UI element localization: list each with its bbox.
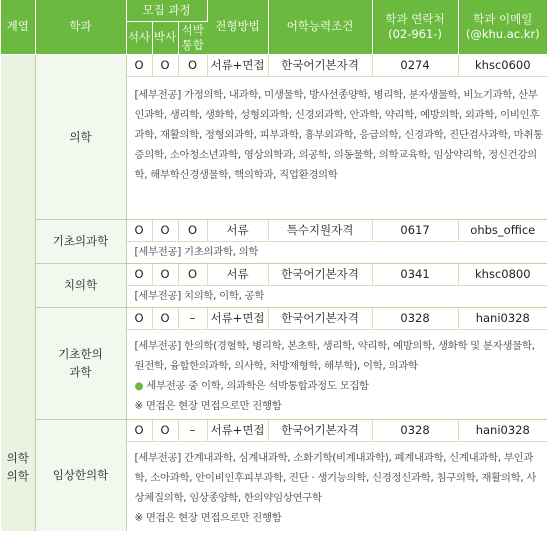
email-cell: ohbs_office [458, 219, 547, 241]
integrated-cell: O [178, 263, 207, 285]
header-master: 석사 [126, 21, 152, 54]
department-name: 임상한의학 [35, 419, 126, 531]
language-cell: 한국어기본자격 [268, 54, 372, 76]
detail-cell: [세부전공] 간계내과학, 심계내과학, 소화기학(비계내과학), 폐계내과학, 신계내과학, 부인과학, 소아과학, 안이비인후피부과학, 진단 · 생기능의학, 신경정신과학, 침구의학, 재활의학, 사상체질의학, 임상종양학, 한의약임상연구학 ※ 면접은 현장 면접으로만 진행함 [126, 441, 547, 531]
integrated-cell: O [178, 219, 207, 241]
table-row [1, 307, 547, 329]
doctor-cell: O [152, 307, 178, 329]
table-row [1, 419, 547, 441]
master-cell: O [126, 54, 152, 76]
language-cell: 한국어기본자격 [268, 307, 372, 329]
header-phone: 학과 연락처 (02-961-) [372, 0, 458, 54]
detail-cell: [세부전공] 한의학(경혈학, 병리학, 본초학, 생리학, 약리학, 예방의학, 생화학 및 분자생물학, 원전학, 융합한의과학, 의사학, 처방제형학, 해부학), 이학, 의과학 ● 세부전공 중 이학, 의과학은 석박통합과정도 모집함 ※ 면접은 현장 면접으로만 진행함 [126, 329, 547, 419]
master-cell: O [126, 307, 152, 329]
header-category: 계열 [1, 0, 35, 54]
detail-cell: [세부전공] 치의학, 이학, 공학 [126, 285, 547, 307]
department-name: 기초한의 과학 [35, 307, 126, 419]
phone-cell: 0341 [372, 263, 458, 285]
email-cell: khsc0600 [458, 54, 547, 76]
interview-note: ※ 면접은 현장 면접으로만 진행함 [134, 511, 282, 524]
integrated-cell: – [178, 419, 207, 441]
phone-cell: 0274 [372, 54, 458, 76]
language-cell: 특수지원자격 [268, 219, 372, 241]
header-recruit-group: 모집 과정 [126, 0, 207, 21]
header-department: 학과 [35, 0, 126, 54]
header-email: 학과 이메일 (@khu.ac.kr) [458, 0, 547, 54]
master-cell: O [126, 219, 152, 241]
phone-cell: 0328 [372, 419, 458, 441]
table-row [1, 219, 547, 241]
email-cell: hani0328 [458, 419, 547, 441]
master-cell: O [126, 263, 152, 285]
table-row [1, 54, 547, 76]
table-row [1, 263, 547, 285]
graduate-admission-table [1, 0, 547, 531]
method-cell: 서류+면접 [207, 307, 268, 329]
doctor-cell: O [152, 54, 178, 76]
header-method: 전형방법 [207, 0, 268, 54]
integrated-cell: – [178, 307, 207, 329]
language-cell: 한국어기본자격 [268, 419, 372, 441]
header-language: 어학능력조건 [268, 0, 372, 54]
method-cell: 서류 [207, 263, 268, 285]
email-cell: hani0328 [458, 307, 547, 329]
phone-cell: 0328 [372, 307, 458, 329]
doctor-cell: O [152, 419, 178, 441]
department-name: 치의학 [35, 263, 126, 307]
phone-cell: 0617 [372, 219, 458, 241]
method-cell: 서류+면접 [207, 419, 268, 441]
bullet-icon: ● [134, 379, 144, 392]
category-cell: 의학 의학 [1, 54, 35, 531]
doctor-cell: O [152, 219, 178, 241]
detail-cell: [세부전공] 가정의학, 내과학, 미생물학, 방사선종양학, 병리학, 분자생물학, 비뇨기과학, 산부인과학, 생리학, 생화학, 성형외과학, 신경외과학, 안과학, 약리학, 예방의학, 외과학, 이비인후과학, 재활의학, 정형외과학, 피부과학, 흉부외과학, 응급의학, 신경과학, 진단검사과학, 마취통증의학, 소아청소년과학, 영상의학과, 의공학, 의동물학, 의학교육학, 임상약리학, 정신건강의학, 해부학신경생물학, 핵의학과, 직업환경의학 [126, 76, 547, 219]
department-name: 의학 [35, 54, 126, 219]
doctor-cell: O [152, 263, 178, 285]
email-cell: khsc0800 [458, 263, 547, 285]
integrated-cell: O [178, 54, 207, 76]
master-cell: O [126, 419, 152, 441]
detail-cell: [세부전공] 기초의과학, 의학 [126, 241, 547, 263]
method-cell: 서류+면접 [207, 54, 268, 76]
header-doctor: 박사 [152, 21, 178, 54]
interview-note: ※ 면접은 현장 면접으로만 진행함 [134, 399, 282, 412]
language-cell: 한국어기본자격 [268, 263, 372, 285]
bullet-note: ● 세부전공 중 이학, 의과학은 석박통합과정도 모집함 [134, 379, 369, 392]
header-integrated: 석박 통합 [178, 21, 207, 54]
method-cell: 서류 [207, 219, 268, 241]
department-name: 기초의과학 [35, 219, 126, 263]
